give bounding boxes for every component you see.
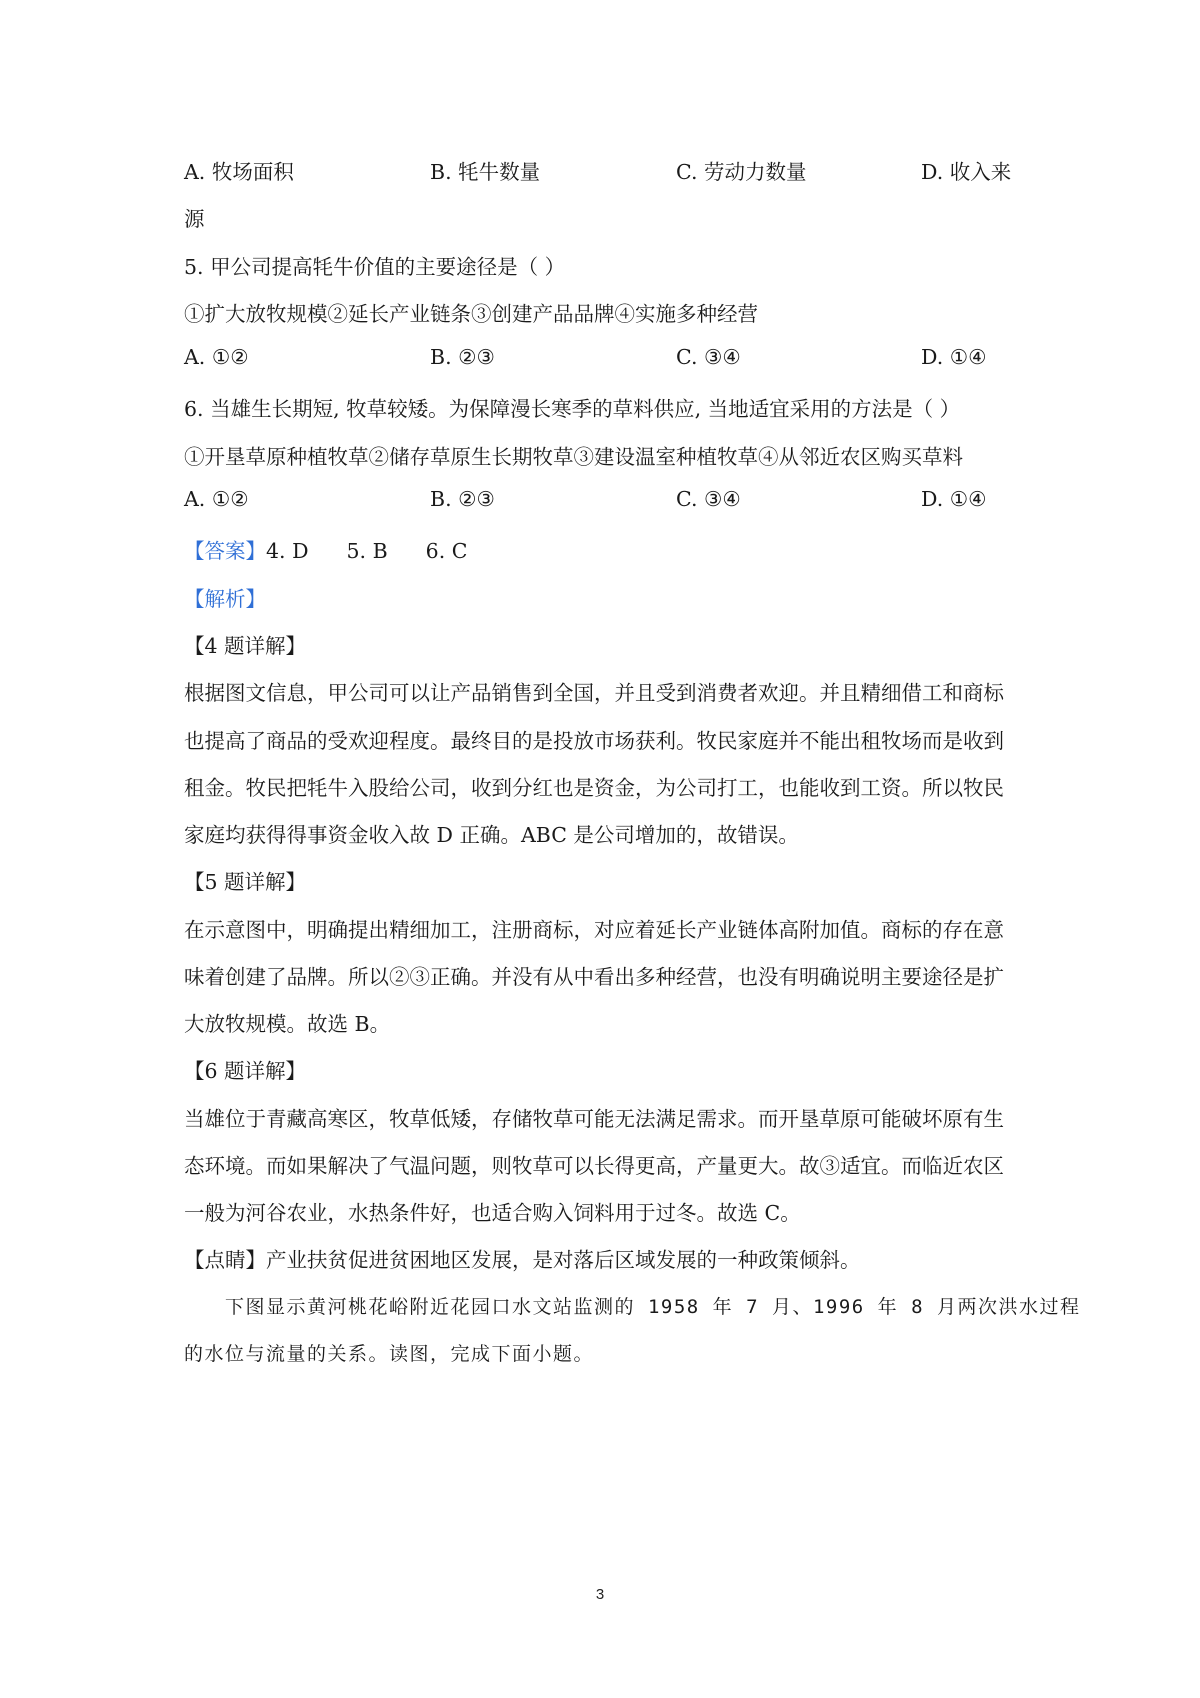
answer-item: 4. D (266, 539, 309, 563)
detail4-title: 【4 题详解】 (184, 634, 307, 658)
answer-tag: 【答案】 (184, 539, 266, 563)
detail6-title: 【6 题详解】 (184, 1059, 307, 1083)
q4-option-a: A. 牧场面积 (184, 160, 294, 184)
detail4-line: 家庭均获得得事资金收入故 D 正确。ABC 是公司增加的，故错误。 (184, 823, 799, 847)
q5-items: ①扩大放牧规模②延长产业链条③创建产品品牌④实施多种经营 (184, 302, 758, 326)
page-number: 3 (595, 1586, 605, 1603)
detail6-line: 一般为河谷农业，水热条件好，也适合购入饲料用于过冬。故选 C。 (184, 1201, 801, 1225)
answer-line (184, 534, 467, 564)
q5-option-d: D. ①④ (921, 345, 987, 369)
detail5-line: 味着创建了品牌。所以②③正确。并没有从中看出多种经营，也没有明确说明主要途径是扩 (184, 965, 1004, 989)
q6-option-d: D. ①④ (921, 487, 987, 511)
q6-option-a: A. ①② (184, 487, 249, 511)
detail6-line: 当雄位于青藏高寒区，牧草低矮，存储牧草可能无法满足需求。而开垦草原可能破坏原有生 (184, 1107, 1004, 1131)
q6-option-c: C. ③④ (676, 487, 741, 511)
q5-option-c: C. ③④ (676, 345, 741, 369)
detail6-line: 态环境。而如果解决了气温问题，则牧草可以长得更高，产量更大。故③适宜。而临近农区 (184, 1154, 1004, 1178)
detail5-line: 在示意图中，明确提出精细加工，注册商标，对应着延长产业链体高附加值。商标的存在意 (184, 918, 1004, 942)
answer-item: 6. C (425, 539, 468, 563)
detail4-line: 租金。牧民把牦牛入股给公司，收到分红也是资金，为公司打工，也能收到工资。所以牧民 (184, 776, 1004, 800)
tip-line (184, 1243, 861, 1273)
detail5-title: 【5 题详解】 (184, 870, 307, 894)
intro-line: 的水位与流量的关系。读图，完成下面小题。 (184, 1343, 595, 1365)
tip-tag: 【点睛】 (184, 1248, 266, 1272)
q4-option-c: C. 劳动力数量 (676, 160, 807, 184)
detail5-line: 大放牧规模。故选 B。 (184, 1012, 391, 1036)
q4-option-d: D. 收入来 (921, 160, 1012, 184)
q4-option-b: B. 牦牛数量 (430, 160, 541, 184)
q4-option-d-wrap: 源 (184, 207, 205, 231)
detail4-line: 也提高了商品的受欢迎程度。最终目的是投放市场获利。牧民家庭并不能出租牧场而是收到 (184, 729, 1004, 753)
q5-option-a: A. ①② (184, 345, 249, 369)
detail4-line: 根据图文信息，甲公司可以让产品销售到全国，并且受到消费者欢迎。并且精细借工和商标 (184, 681, 1004, 705)
tip-text: 产业扶贫促进贫困地区发展，是对落后区域发展的一种政策倾斜。 (266, 1248, 861, 1272)
q6-items: ①开垦草原种植牧草②储存草原生长期牧草③建设温室种植牧草④从邻近农区购买草料 (184, 445, 963, 469)
intro-line: 下图显示黄河桃花峪附近花园口水文站监测的 1958 年 7 月、1996 年 8 月两次洪水过程 (225, 1296, 1081, 1318)
q5-stem: 5. 甲公司提高牦牛价值的主要途径是（ ） (184, 255, 566, 279)
analysis-tag: 【解析】 (184, 587, 266, 611)
answer-item: 5. B (346, 539, 388, 563)
q5-option-b: B. ②③ (430, 345, 495, 369)
q6-option-b: B. ②③ (430, 487, 495, 511)
q6-stem: 6. 当雄生长期短, 牧草较矮。为保障漫长寒季的草料供应, 当地适宜采用的方法是（ ） (184, 397, 961, 421)
